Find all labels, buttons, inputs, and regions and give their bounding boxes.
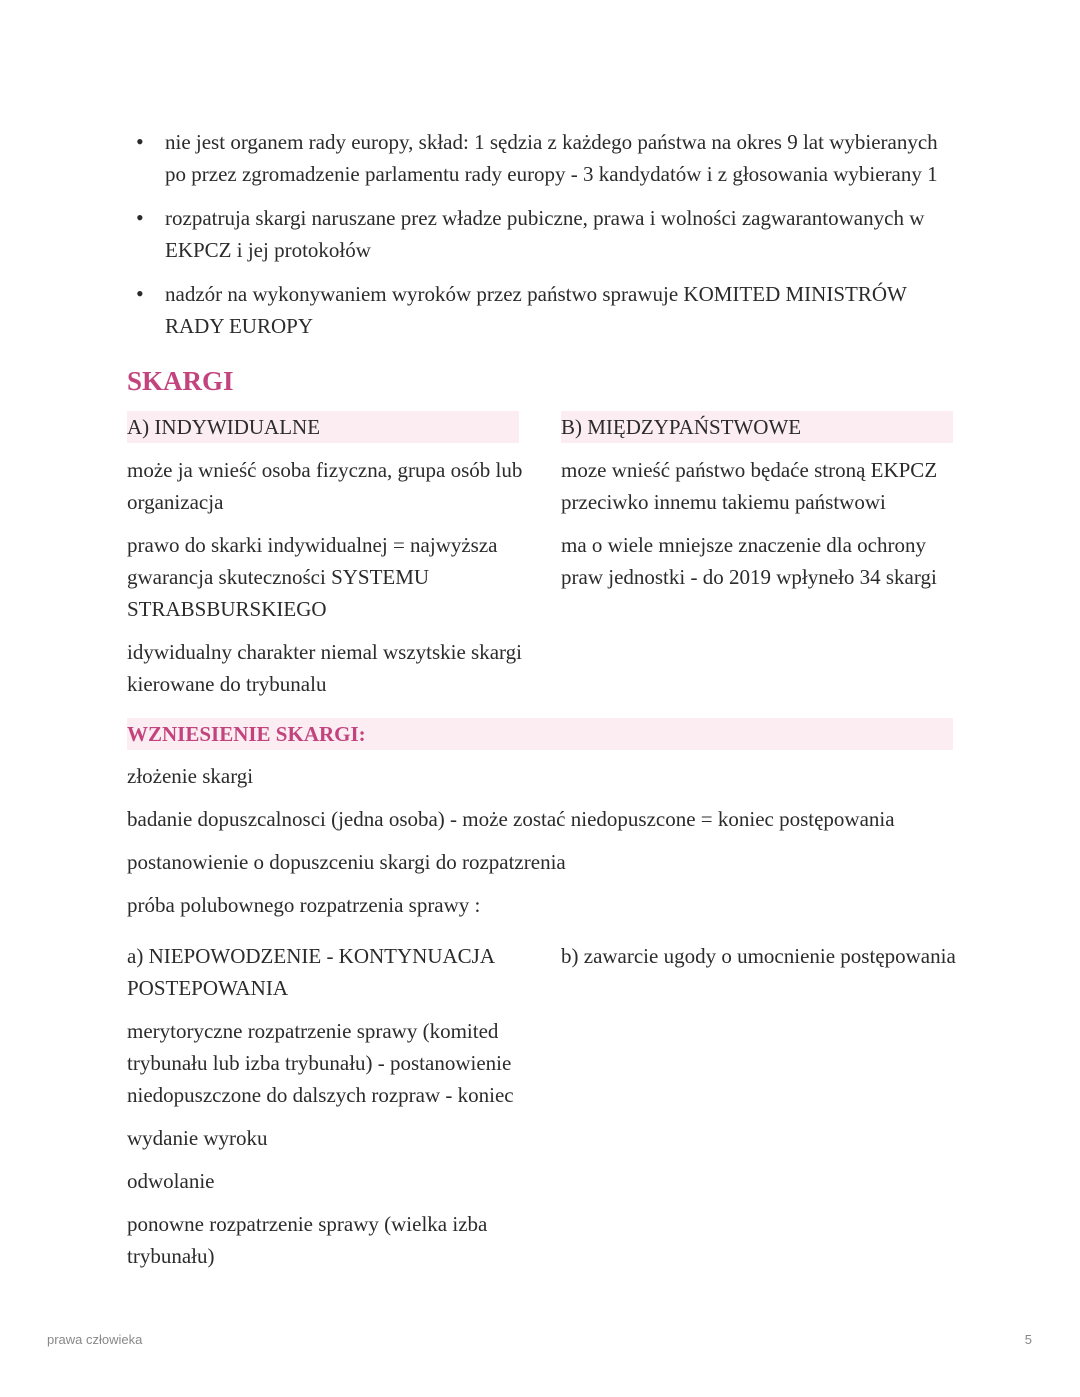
paragraph: ma o wiele mniejsze znaczenie dla ochrony praw jednostki - do 2019 wpłyneło 34 skargi <box>561 533 937 589</box>
intro-bullet-list <box>127 126 957 354</box>
individual-column <box>127 454 527 711</box>
paragraph: b) zawarcie ugody o umocnienie postępowania <box>561 944 956 968</box>
bullet-item: • nie jest organem rady europy, skład: 1 sędzia z każdego państwa na okres 9 lat wybieranych po przez zgromadzenie parlamentu rady europy - 3 kandydatów i z głosowania wybierany 1 <box>127 126 957 190</box>
paragraph: moze wnieść państwo będaće stroną EKPCZ przeciwko innemu takiemu państwowi <box>561 458 938 514</box>
paragraph: a) NIEPOWODZENIE - KONTYNUACJA POSTEPOWANIA <box>127 944 494 1000</box>
column-heading-interstate: B) MIĘDZYPAŃSTWOWE <box>561 411 953 443</box>
column-heading-individual: A) INDYWIDUALNE <box>127 411 519 443</box>
branch-failure-column <box>127 940 527 1283</box>
paragraph: merytoryczne rozpatrzenie sprawy (komited trybunału lub izba trybunału) - postanowienie niedopuszczone do dalszych rozpraw - koniec <box>127 1019 514 1107</box>
paragraph: może ja wnieść osoba fizyczna, grupa osób lub organizacja <box>127 458 523 514</box>
procedure-steps <box>127 760 957 932</box>
step-item: próba polubownego rozpatrzenia sprawy : <box>127 893 481 917</box>
section-title-skargi: SKARGI <box>127 366 234 396</box>
paragraph: ponowne rozpatrzenie sprawy (wielka izba trybunału) <box>127 1212 488 1268</box>
paragraph: wydanie wyroku <box>127 1126 268 1150</box>
interstate-column <box>561 454 961 604</box>
paragraph: prawo do skarki indywidualnej = najwyższa gwarancja skuteczności SYSTEMU STRABSBURSKIEGO <box>127 533 498 621</box>
footer-document-title: prawa człowieka <box>47 1332 143 1347</box>
bullet-item: • rozpatruja skargi naruszane prez władze pubiczne, prawa i wolności zagwarantowanych w EKPCZ i jej protokołów <box>127 202 957 266</box>
branch-settlement-column <box>561 940 961 983</box>
step-item: postanowienie o dopuszceniu skargi do rozpatzrenia <box>127 850 566 874</box>
step-item: złożenie skargi <box>127 764 254 788</box>
bullet-item: • nadzór na wykonywaniem wyroków przez państwo sprawuje KOMITED MINISTRÓW RADY EUROPY <box>127 278 957 342</box>
footer-page-number: 5 <box>1024 1332 1032 1347</box>
step-item: badanie dopuszcalnosci (jedna osoba) - może zostać niedopuszcone = koniec postępowania <box>127 807 895 831</box>
section-title-wniesienie: WZNIESIENIE SKARGI: <box>127 718 953 750</box>
paragraph: idywidualny charakter niemal wszytskie skargi kierowane do trybunalu <box>127 640 523 696</box>
paragraph: odwolanie <box>127 1169 215 1193</box>
